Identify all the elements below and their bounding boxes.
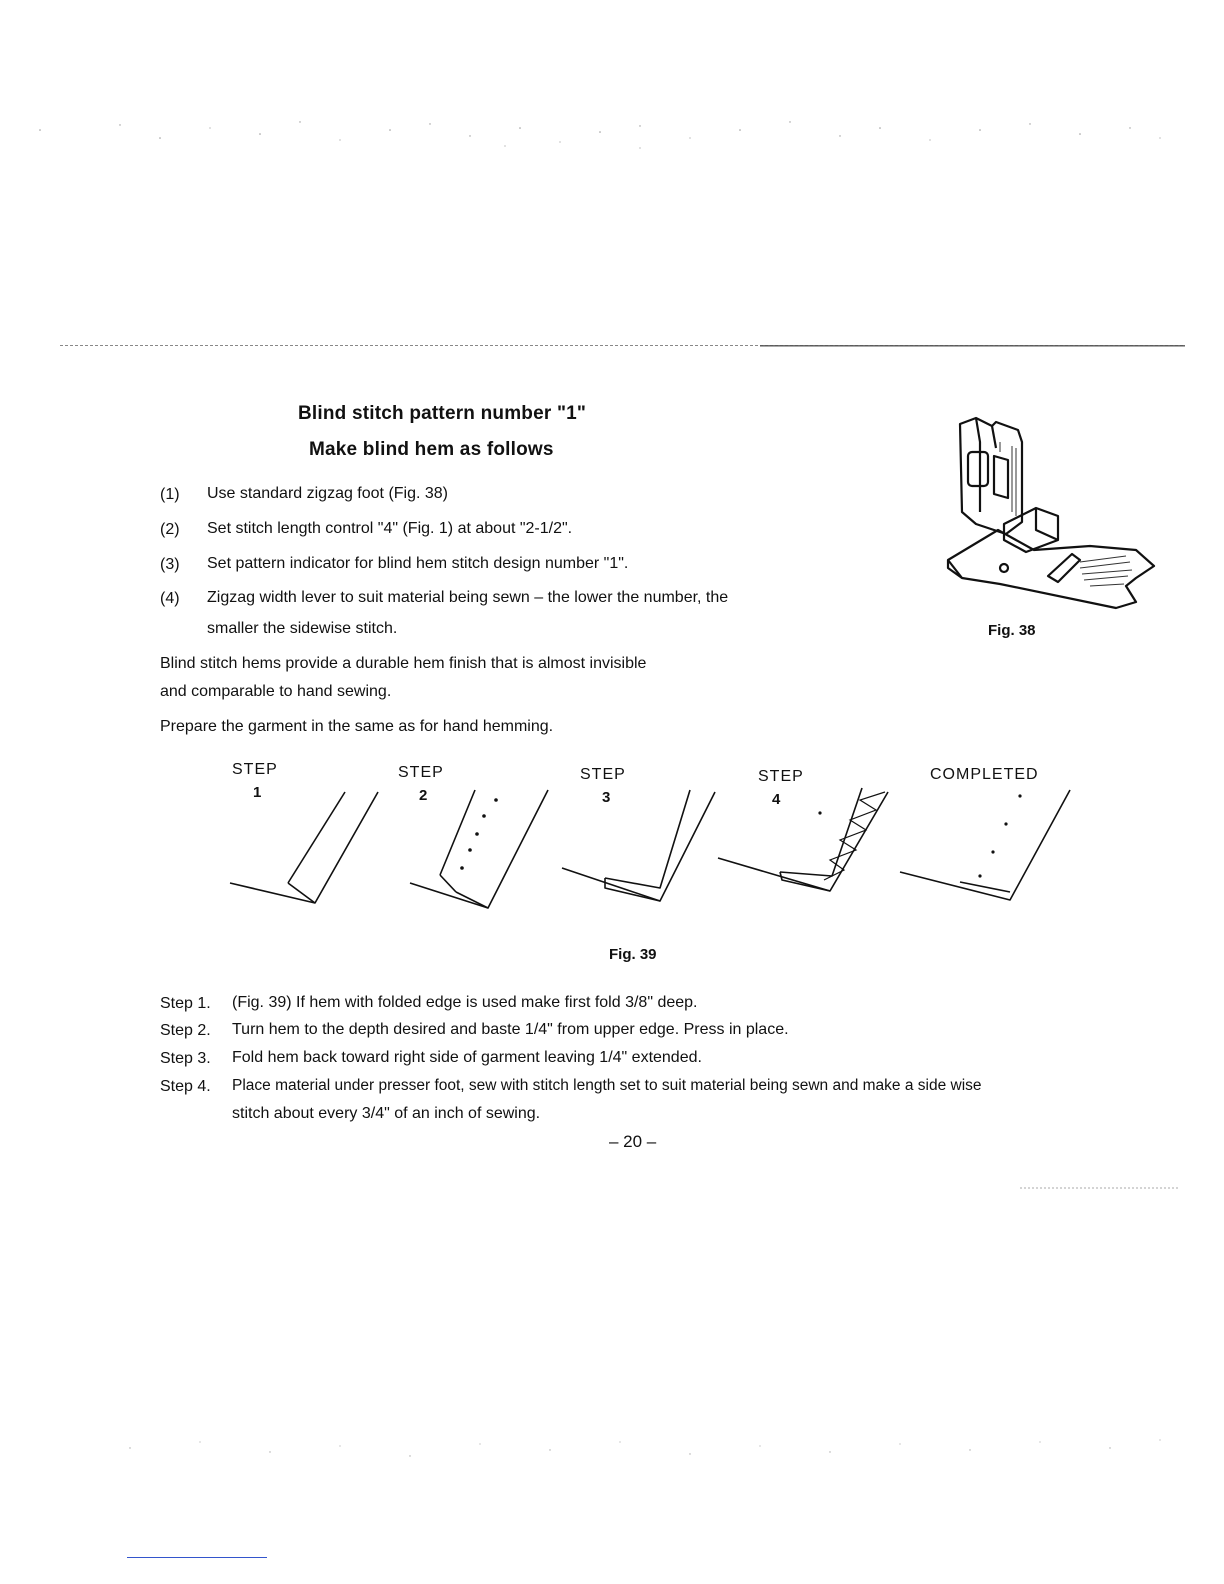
fig39-step-number: 2 [419, 787, 428, 804]
subtitle-make-blind-hem: Make blind hem as follows [309, 439, 554, 460]
instruction-number: (3) [160, 556, 180, 573]
bottom-blue-line [127, 1557, 267, 1558]
fig39-step-number: 3 [602, 789, 611, 806]
instruction-number: (4) [160, 590, 180, 607]
paragraph-prepare-garment: Prepare the garment in the same as for hand hemming. [160, 718, 554, 735]
top-divider-line [60, 344, 1185, 347]
instruction-number: (1) [160, 486, 180, 503]
fig39-step-number: 4 [772, 791, 781, 808]
instruction-number: (2) [160, 521, 180, 538]
scan-artifact-line [1020, 1186, 1180, 1190]
scan-noise-top [0, 110, 1224, 160]
step-text: Fold hem back toward right side of garment leaving 1/4" extended. [232, 1049, 702, 1066]
paragraph-blind-stitch-line2: and comparable to hand sewing. [160, 683, 392, 700]
figure-39-caption: Fig. 39 [609, 946, 657, 963]
fig39-step-label: STEP [580, 766, 626, 783]
fig39-step-number: 1 [253, 784, 262, 801]
zigzag-foot-illustration [940, 412, 1160, 617]
instruction-text: Use standard zigzag foot (Fig. 38) [207, 485, 449, 502]
fig39-step-label: STEP [232, 761, 278, 778]
step-label: Step 4. [160, 1078, 211, 1095]
figure-38-caption: Fig. 38 [988, 622, 1036, 639]
instruction-text-continued: smaller the sidewise stitch. [207, 620, 398, 637]
page-number: – 20 – [609, 1132, 657, 1151]
fig39-hem-steps-illustration [220, 780, 1080, 910]
scan-noise-bottom [0, 1430, 1224, 1470]
step-text-continued: stitch about every 3/4" of an inch of sewing. [232, 1105, 541, 1122]
instruction-text: Zigzag width lever to suit material being sewn – the lower the number, the [207, 589, 729, 606]
step-label: Step 1. [160, 995, 211, 1012]
step-label: Step 3. [160, 1050, 211, 1067]
step-text: Place material under presser foot, sew with stitch length set to suit material being sewn and make a side wise [232, 1077, 982, 1094]
title-pattern-number: Blind stitch pattern number "1" [298, 403, 587, 424]
step-text: (Fig. 39) If hem with folded edge is used make first fold 3/8" deep. [232, 994, 698, 1011]
fig39-completed-label: COMPLETED [930, 766, 1039, 783]
fig39-step-label: STEP [398, 764, 444, 781]
paragraph-blind-stitch-line1: Blind stitch hems provide a durable hem finish that is almost invisible [160, 655, 647, 672]
instruction-text: Set pattern indicator for blind hem stitch design number "1". [207, 555, 629, 572]
step-label: Step 2. [160, 1022, 211, 1039]
instruction-text: Set stitch length control "4" (Fig. 1) at about "2-1/2". [207, 520, 573, 537]
step-text: Turn hem to the depth desired and baste 1/4" from upper edge. Press in place. [232, 1021, 789, 1038]
fig39-step-label: STEP [758, 768, 804, 785]
